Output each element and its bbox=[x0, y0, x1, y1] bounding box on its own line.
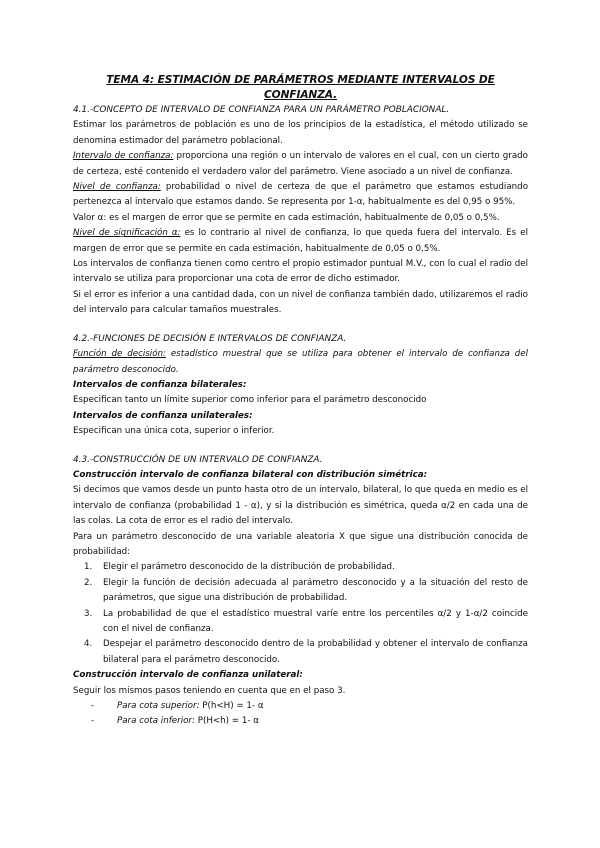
section-heading-4-2: 4.2.-FUNCIONES DE DECISIÓN E INTERVALOS DE CONFIANZA. bbox=[73, 333, 347, 344]
document-content bbox=[73, 73, 528, 730]
paragraph: Especifican tanto un límite superior como inferior para el parámetro desconocido bbox=[73, 395, 427, 406]
subheading: Construcción intervalo de confianza unilateral: bbox=[73, 670, 303, 681]
list-item bbox=[91, 699, 528, 714]
paragraph bbox=[73, 347, 528, 378]
definition-text: proporciona una región o un intervalo de valores en el cual, con un cierto grado de certeza, esté contenido el verdadero valor del parámetro. Viene asociado a un nivel de confianza. bbox=[73, 151, 528, 177]
cota-list bbox=[73, 699, 528, 730]
section-heading-4-1: 4.1.-CONCEPTO DE INTERVALO DE CONFIANZA PARA UN PARÁMETRO POBLACIONAL. bbox=[73, 105, 450, 115]
term: Función de decisión: bbox=[73, 349, 166, 360]
list-item: 3. La probabilidad de que el estadístico muestral varíe entre los percentiles α/2 y 1-α/2 coincide con el nivel de confianza. bbox=[95, 607, 528, 638]
list-item bbox=[91, 714, 528, 729]
definition-text: es lo contrario al nivel de confianza, lo que queda fuera del intervalo. Es el margen de error que se permite en cada estimación, habitualmente de 0,05 o 0,5%. bbox=[73, 228, 528, 254]
term: Nivel de confianza: bbox=[73, 182, 161, 193]
page-title: TEMA 4: ESTIMACIÓN DE PARÁMETROS MEDIANTE INTERVALOS DE CONFIANZA. bbox=[106, 74, 495, 101]
term: Intervalo de confianza: bbox=[73, 151, 174, 162]
list-item: 2. Elegir la función de decisión adecuada al parámetro desconocido y a la situación del resto de parámetros, que sigue una distribución de probabilidad. bbox=[95, 576, 528, 607]
paragraph bbox=[73, 149, 528, 180]
paragraph: Para un parámetro desconocido de una variable aleatoria X que sigue una distribución conocida de probabilidad: bbox=[73, 531, 528, 557]
steps-list bbox=[73, 560, 528, 668]
paragraph bbox=[73, 226, 528, 257]
term: Nivel de significación α: bbox=[73, 228, 181, 239]
paragraph: Los intervalos de confianza tienen como centro el propio estimador puntual M.V., con lo cual el radio del intervalo se utiliza para proporcionar una cota de error de dicho estimador. bbox=[73, 259, 528, 285]
paragraph: Si decimos que vamos desde un punto hasta otro de un intervalo, bilateral, lo que queda en medio es el intervalo de confianza (probabilidad 1 - α), y si la distribución es simétrica, queda α/2 en cada una de las colas. La cota de error es el radio del intervalo. bbox=[73, 485, 528, 527]
definition-text: probabilidad o nivel de certeza de que el parámetro que estamos estudiando pertenezca al intervalo que estamos dando. Se representa por 1-α, habitualmente es del 0,95 o 95%. bbox=[73, 182, 529, 208]
subheading: Intervalos de confianza bilaterales: bbox=[73, 379, 247, 390]
paragraph: Seguir los mismos pasos teniendo en cuenta que en el paso 3. bbox=[73, 685, 346, 696]
subheading: Construcción intervalo de confianza bilateral con distribución simétrica: bbox=[73, 469, 428, 480]
cota-formula: P(h<H) = 1- α bbox=[199, 701, 264, 712]
paragraph bbox=[73, 180, 528, 211]
cota-formula: P(H<h) = 1- α bbox=[194, 716, 259, 727]
subheading: Intervalos de confianza unilaterales: bbox=[73, 410, 253, 421]
paragraph: Estimar los parámetros de población es uno de los principios de la estadística, el método utilizado se denomina estimador del parámetro poblacional. bbox=[73, 120, 528, 146]
list-item: 1. Elegir el parámetro desconocido de la distribución de probabilidad. bbox=[95, 560, 528, 575]
paragraph: Si el error es inferior a una cantidad dada, con un nivel de confianza también dado, utilizaremos el radio del intervalo para calcular tamaños muestrales. bbox=[73, 289, 528, 316]
list-item: 4. Despejar el parámetro desconocido dentro de la probabilidad y obtener el intervalo de confianza bilateral para el parámetro desconocido. bbox=[95, 637, 528, 668]
cota-label: Para cota superior: bbox=[117, 701, 200, 712]
section-heading-4-3: 4.3.-CONSTRUCCIÓN DE UN INTERVALO DE CONFIANZA. bbox=[73, 454, 323, 465]
paragraph: Valor α: es el margen de error que se permite en cada estimación, habitualmente de 0,05 o 0,5%. bbox=[73, 212, 500, 223]
definition-text: estadístico muestral que se utiliza para obtener el intervalo de confianza del parámetro desconocido. bbox=[73, 349, 529, 375]
paragraph: Especifican una única cota, superior o inferior. bbox=[73, 426, 275, 437]
cota-label: Para cota inferior: bbox=[117, 716, 195, 727]
